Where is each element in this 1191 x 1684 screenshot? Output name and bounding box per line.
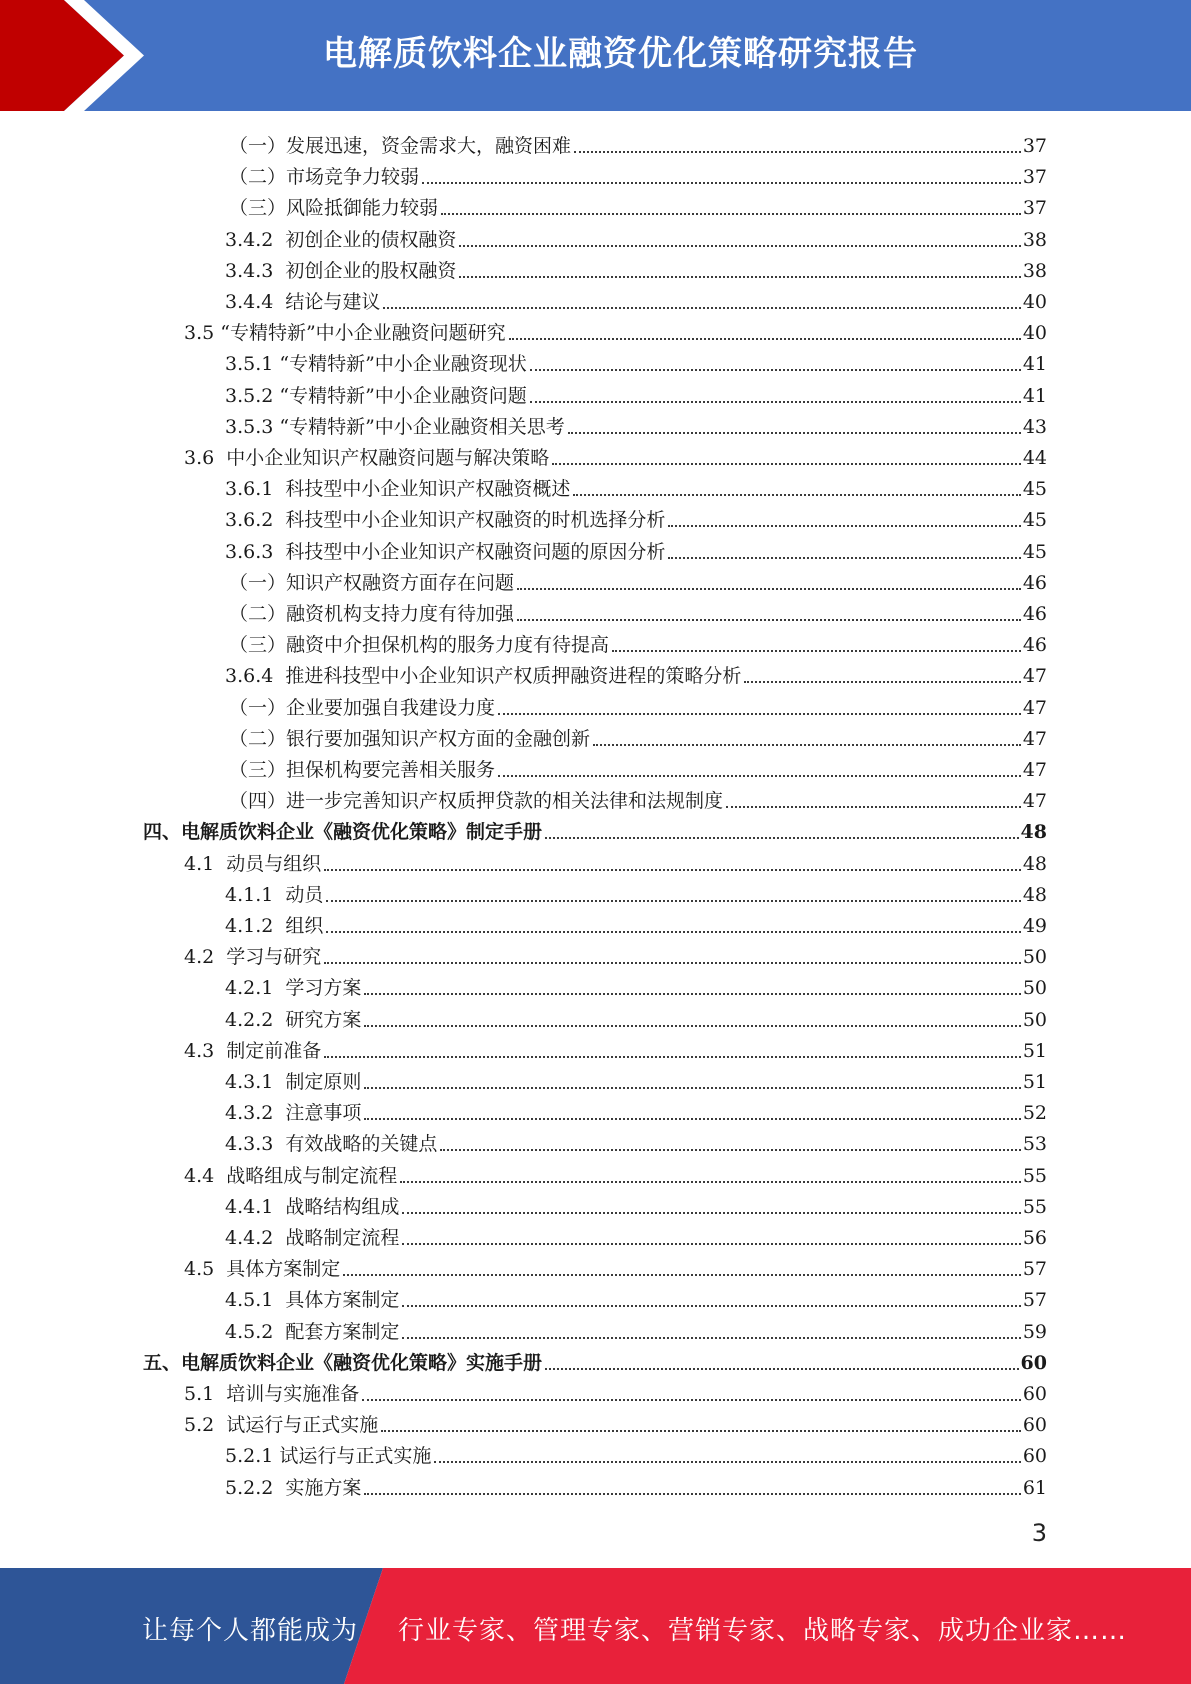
toc-entry[interactable] xyxy=(229,190,1047,221)
dot-leader xyxy=(402,1304,1020,1307)
dot-leader xyxy=(434,1460,1020,1463)
toc-entry-label: 4.1.2 组织 xyxy=(225,915,324,937)
toc-entry-label: 5.2 试运行与正式实施 xyxy=(184,1414,379,1437)
toc-entry[interactable] xyxy=(184,1033,1047,1064)
dot-leader xyxy=(324,961,1021,964)
dot-leader xyxy=(326,930,1020,933)
toc-entry-label: 3.4.4 结论与建议 xyxy=(225,291,381,313)
toc-entry-page: 49 xyxy=(1022,915,1047,937)
toc-entry-label: 4.3.2 注意事项 xyxy=(225,1102,362,1125)
toc-entry-page: 37 xyxy=(1022,135,1047,157)
toc-entry-page: 60 xyxy=(1022,1383,1047,1405)
dot-leader xyxy=(530,368,1021,371)
toc-entry[interactable] xyxy=(184,939,1047,970)
dot-leader xyxy=(364,1024,1020,1027)
toc-entry-page: 50 xyxy=(1022,946,1047,969)
toc-entry-label: 4.1 动员与组织 xyxy=(184,852,322,875)
toc-entry-label: 4.3 制定前准备 xyxy=(184,1039,322,1062)
dot-leader xyxy=(498,774,1021,777)
toc-entry[interactable] xyxy=(184,1251,1047,1282)
toc-entry-page: 46 xyxy=(1022,603,1047,625)
toc-entry-page: 48 xyxy=(1020,821,1047,844)
toc-entry-label: 4.1.1 动员 xyxy=(225,883,324,906)
toc-entry-label: 3.6.2 科技型中小企业知识产权融资的时机选择分析 xyxy=(225,509,666,532)
dot-leader xyxy=(459,275,1020,278)
footer-slogan-right: 行业专家、管理专家、营销专家、战略专家、成功企业家…… xyxy=(398,1616,1128,1646)
toc-entry[interactable] xyxy=(184,846,1047,877)
toc-entry-label: 5.1 培训与实施准备 xyxy=(184,1383,360,1405)
toc-entry-label: （二）融资机构支持力度有待加强 xyxy=(229,603,515,625)
toc-entry-page: 37 xyxy=(1022,166,1047,189)
toc-entry-page: 60 xyxy=(1022,1414,1047,1437)
toc-entry-page: 45 xyxy=(1022,540,1047,563)
toc-entry-label: 4.5.2 配套方案制定 xyxy=(225,1320,400,1343)
dot-leader xyxy=(343,1273,1021,1276)
toc-entry[interactable] xyxy=(225,502,1047,533)
toc-entry-label: 3.4.2 初创企业的债权融资 xyxy=(225,228,457,251)
dot-leader xyxy=(364,1492,1020,1495)
toc-entry[interactable] xyxy=(184,1376,1047,1407)
toc-entry-page: 51 xyxy=(1022,1039,1047,1062)
toc-entry-page: 56 xyxy=(1022,1227,1047,1249)
toc-entry-page: 43 xyxy=(1022,415,1047,438)
toc-entry[interactable] xyxy=(225,222,1047,253)
dot-leader xyxy=(552,462,1021,465)
toc-entry[interactable] xyxy=(143,814,1047,845)
toc-entry-label: 四、电解质饮料企业《融资优化策略》制定手册 xyxy=(143,821,543,844)
page-number: 3 xyxy=(1031,1519,1047,1547)
toc-entry-label: （二）银行要加强知识产权方面的金融创新 xyxy=(229,727,591,750)
toc-entry[interactable] xyxy=(229,752,1047,783)
chevron-arrow-icon xyxy=(0,0,160,111)
dot-leader xyxy=(381,1429,1021,1432)
toc-entry[interactable] xyxy=(225,253,1047,284)
toc-entry-page: 53 xyxy=(1022,1133,1047,1156)
dot-leader xyxy=(402,1211,1020,1214)
toc-entry-page: 40 xyxy=(1022,322,1047,345)
toc-entry-label: （四）进一步完善知识产权质押贷款的相关法律和法规制度 xyxy=(229,790,724,813)
dot-leader xyxy=(400,1180,1021,1183)
toc-entry-page: 60 xyxy=(1020,1351,1047,1374)
toc-entry-page: 45 xyxy=(1022,509,1047,532)
toc-entry[interactable] xyxy=(229,627,1047,658)
dot-leader xyxy=(326,899,1020,902)
toc-entry-label: 五、电解质饮料企业《融资优化策略》实施手册 xyxy=(143,1351,543,1374)
toc-entry-page: 59 xyxy=(1022,1320,1047,1343)
dot-leader xyxy=(402,1336,1020,1339)
dot-leader xyxy=(402,1242,1020,1245)
dot-leader xyxy=(573,493,1020,496)
toc-entry-label: 4.4.2 战略制定流程 xyxy=(225,1227,400,1249)
toc-entry-page: 41 xyxy=(1022,353,1047,376)
toc-entry-page: 41 xyxy=(1022,384,1047,407)
toc-entry-label: 4.3.1 制定原则 xyxy=(225,1071,362,1093)
toc-entry[interactable] xyxy=(225,284,1047,315)
toc-entry-label: （三）融资中介担保机构的服务力度有待提高 xyxy=(229,634,610,657)
toc-entry-page: 47 xyxy=(1022,727,1047,750)
toc-entry-page: 47 xyxy=(1022,665,1047,688)
toc-entry[interactable] xyxy=(225,1064,1047,1095)
dot-leader xyxy=(441,212,1021,215)
toc-entry[interactable] xyxy=(225,1282,1047,1313)
toc-entry[interactable] xyxy=(225,1189,1047,1220)
dot-leader xyxy=(744,680,1020,683)
dot-leader xyxy=(726,805,1021,808)
dot-leader xyxy=(459,244,1020,247)
dot-leader xyxy=(509,337,1021,340)
dot-leader xyxy=(364,1086,1020,1089)
toc-entry-page: 38 xyxy=(1022,228,1047,251)
toc-entry[interactable] xyxy=(225,1002,1047,1033)
dot-leader xyxy=(440,1148,1020,1151)
toc-entry[interactable] xyxy=(143,1345,1047,1376)
toc-entry[interactable] xyxy=(229,128,1047,159)
toc-entry[interactable] xyxy=(229,783,1047,814)
toc-entry-page: 61 xyxy=(1022,1476,1047,1499)
dot-leader xyxy=(517,587,1021,590)
toc-entry[interactable] xyxy=(225,1220,1047,1251)
dot-leader xyxy=(668,556,1020,559)
toc-entry[interactable] xyxy=(225,908,1047,939)
dot-leader xyxy=(568,431,1021,434)
toc-entry-label: 5.2.2 实施方案 xyxy=(225,1476,362,1499)
dot-leader xyxy=(364,992,1020,995)
toc-entry-label: 3.5 “专精特新”中小企业融资问题研究 xyxy=(184,322,506,345)
toc-entry-label: 3.6.1 科技型中小企业知识产权融资概述 xyxy=(225,478,571,501)
dot-leader xyxy=(324,868,1021,871)
dot-leader xyxy=(383,306,1020,309)
toc-entry[interactable] xyxy=(225,409,1047,440)
dot-leader xyxy=(362,1398,1021,1401)
toc-entry[interactable] xyxy=(225,534,1047,565)
toc-entry-label: 4.3.3 有效战略的关键点 xyxy=(225,1133,438,1156)
toc-entry[interactable] xyxy=(229,721,1047,752)
toc-entry-label: 4.5.1 具体方案制定 xyxy=(225,1289,400,1312)
toc-entry-label: 3.5.1 “专精特新”中小企业融资现状 xyxy=(225,353,527,376)
toc-entry-page: 37 xyxy=(1022,197,1047,220)
dot-leader xyxy=(574,150,1021,153)
toc-entry-label: 3.6.3 科技型中小企业知识产权融资问题的原因分析 xyxy=(225,540,666,563)
toc-entry[interactable] xyxy=(225,1438,1047,1469)
toc-entry-label: 4.5 具体方案制定 xyxy=(184,1258,341,1281)
toc-entry-label: 4.4.1 战略结构组成 xyxy=(225,1195,400,1218)
toc-entry-label: 3.6.4 推进科技型中小企业知识产权质押融资进程的策略分析 xyxy=(225,665,742,688)
toc-entry-page: 60 xyxy=(1022,1445,1047,1468)
dot-leader xyxy=(364,1117,1020,1120)
toc-entry[interactable] xyxy=(184,440,1047,471)
toc-entry-label: 3.5.3 “专精特新”中小企业融资相关思考 xyxy=(225,415,565,438)
toc-entry[interactable] xyxy=(184,315,1047,346)
dot-leader xyxy=(517,618,1021,621)
toc-entry[interactable] xyxy=(225,1095,1047,1126)
toc-entry-page: 55 xyxy=(1022,1164,1047,1187)
toc-entry-page: 47 xyxy=(1022,759,1047,781)
toc-entry[interactable] xyxy=(229,690,1047,721)
toc-entry-page: 50 xyxy=(1022,977,1047,1000)
toc-entry[interactable] xyxy=(225,346,1047,377)
dot-leader xyxy=(593,743,1021,746)
toc-entry[interactable] xyxy=(229,565,1047,596)
toc-entry[interactable] xyxy=(225,1314,1047,1345)
toc-entry[interactable] xyxy=(225,378,1047,409)
toc-entry-label: （一）企业要加强自我建设力度 xyxy=(229,696,496,719)
dot-leader xyxy=(530,400,1021,403)
toc-entry[interactable] xyxy=(229,159,1047,190)
toc-entry-page: 40 xyxy=(1022,291,1047,313)
report-title: 电解质饮料企业融资优化策略研究报告 xyxy=(323,34,918,74)
toc-entry-label: 4.2 学习与研究 xyxy=(184,946,322,969)
toc-entry-page: 48 xyxy=(1022,883,1047,906)
page-footer xyxy=(0,1568,1191,1684)
toc-entry-label: 3.5.2 “专精特新”中小企业融资问题 xyxy=(225,384,527,407)
dot-leader xyxy=(612,649,1021,652)
toc-entry-page: 52 xyxy=(1022,1102,1047,1125)
toc-entry-label: （三）担保机构要完善相关服务 xyxy=(229,759,496,781)
toc-entry-page: 57 xyxy=(1022,1289,1047,1312)
toc-entry-page: 50 xyxy=(1022,1008,1047,1031)
toc-entry[interactable] xyxy=(184,1407,1047,1438)
toc-entry-page: 38 xyxy=(1022,259,1047,282)
toc-entry[interactable] xyxy=(225,658,1047,689)
toc-entry-page: 46 xyxy=(1022,571,1047,594)
page-header xyxy=(0,0,1191,111)
toc-entry-label: （三）风险抵御能力较弱 xyxy=(229,197,439,220)
dot-leader xyxy=(545,836,1019,839)
toc-entry-page: 51 xyxy=(1022,1071,1047,1093)
toc-entry-label: 5.2.1 试运行与正式实施 xyxy=(225,1445,432,1468)
toc-entry-page: 48 xyxy=(1022,852,1047,875)
toc-entry[interactable] xyxy=(225,471,1047,502)
toc-entry-label: （一）知识产权融资方面存在问题 xyxy=(229,571,515,594)
toc-entry-page: 46 xyxy=(1022,634,1047,657)
toc-entry-label: （二）市场竞争力较弱 xyxy=(229,166,420,189)
dot-leader xyxy=(668,524,1020,527)
toc-entry-page: 44 xyxy=(1022,447,1047,469)
toc-entry-page: 57 xyxy=(1022,1258,1047,1281)
footer-slogan-left: 让每个人都能成为 xyxy=(142,1616,359,1646)
toc-entry-label: （一）发展迅速，资金需求大，融资困难 xyxy=(229,135,572,157)
toc-entry-page: 47 xyxy=(1022,790,1047,813)
toc-entry[interactable] xyxy=(225,877,1047,908)
toc-entry-label: 3.4.3 初创企业的股权融资 xyxy=(225,259,457,282)
toc-entry[interactable] xyxy=(184,1158,1047,1189)
toc-entry-page: 47 xyxy=(1022,696,1047,719)
dot-leader xyxy=(324,1055,1021,1058)
toc-entry-label: 4.4 战略组成与制定流程 xyxy=(184,1164,398,1187)
dot-leader xyxy=(498,712,1021,715)
toc-entry-label: 4.2.1 学习方案 xyxy=(225,977,362,1000)
toc-entry-page: 55 xyxy=(1022,1195,1047,1218)
toc-entry-label: 4.2.2 研究方案 xyxy=(225,1008,362,1031)
toc-entry[interactable] xyxy=(225,1126,1047,1157)
toc-entry[interactable] xyxy=(225,970,1047,1001)
dot-leader xyxy=(545,1367,1019,1370)
toc-entry-label: 3.6 中小企业知识产权融资问题与解决策略 xyxy=(184,447,550,469)
toc-entry[interactable] xyxy=(225,1470,1047,1501)
toc-entry-page: 45 xyxy=(1022,478,1047,501)
toc-entry[interactable] xyxy=(229,596,1047,627)
dot-leader xyxy=(422,181,1021,184)
